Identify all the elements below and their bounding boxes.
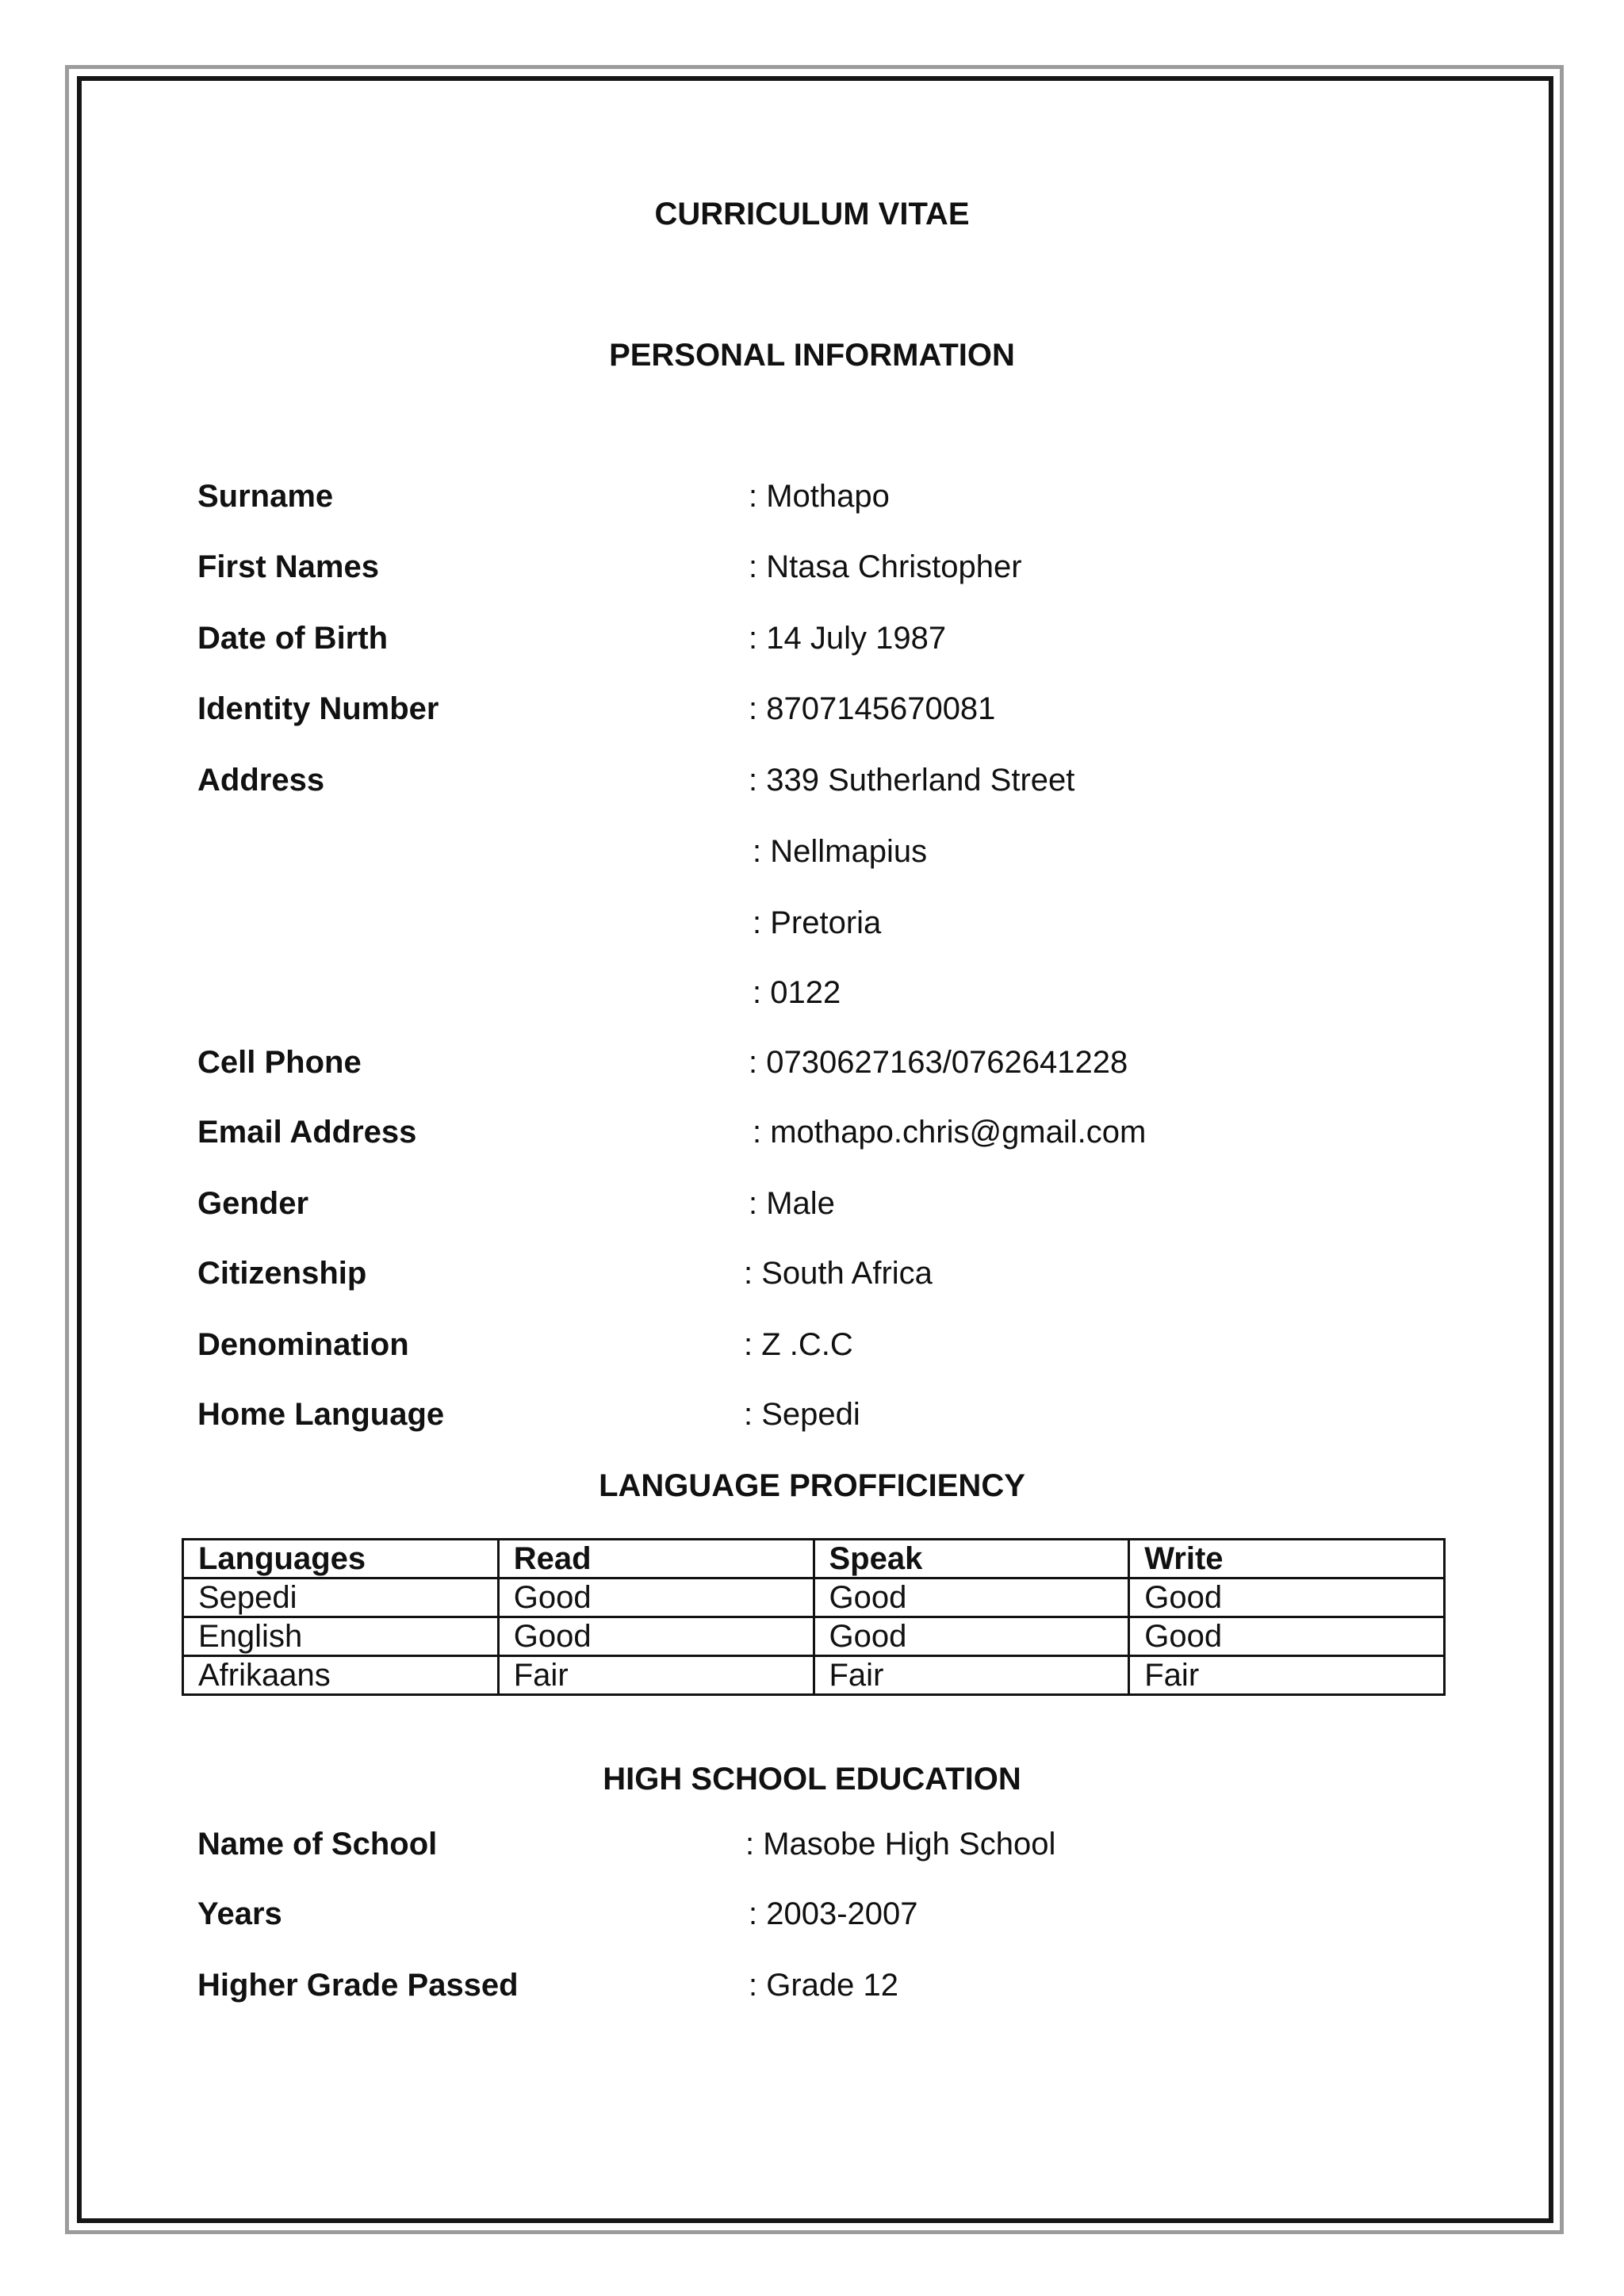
first-names-value: : Ntasa Christopher <box>749 549 1022 584</box>
citizenship-value: : South Africa <box>744 1256 933 1291</box>
cell-phone-label: Cell Phone <box>197 1045 362 1080</box>
email-label: Email Address <box>197 1115 417 1150</box>
address-line-2: : Nellmapius <box>753 834 928 869</box>
language-heading: LANGUAGE PROFFICIENCY <box>599 1468 1025 1503</box>
address-line-3: : Pretoria <box>753 905 882 940</box>
table-cell: Afrikaans <box>183 1656 499 1695</box>
table-cell: Fair <box>1129 1656 1445 1695</box>
personal-info-heading: PERSONAL INFORMATION <box>609 338 1015 373</box>
table-cell: English <box>183 1617 499 1656</box>
gender-value: : Male <box>749 1186 835 1221</box>
school-name-value: : Masobe High School <box>745 1827 1056 1862</box>
years-label: Years <box>197 1896 282 1931</box>
table-header-row <box>183 1540 1445 1578</box>
school-name-label: Name of School <box>197 1827 438 1862</box>
dob-value: : 14 July 1987 <box>749 621 947 656</box>
surname-label: Surname <box>197 479 334 514</box>
surname-value: : Mothapo <box>749 479 890 514</box>
address-line-1: : 339 Sutherland Street <box>749 763 1075 798</box>
table-cell: Fair <box>498 1656 814 1695</box>
home-language-label: Home Language <box>197 1397 445 1432</box>
address-label: Address <box>197 763 325 798</box>
table-cell: Good <box>814 1578 1129 1617</box>
table-cell: Good <box>498 1617 814 1656</box>
id-number-value: : 8707145670081 <box>749 691 996 726</box>
grade-passed-label: Higher Grade Passed <box>197 1968 519 2003</box>
first-names-label: First Names <box>197 549 379 584</box>
citizenship-label: Citizenship <box>197 1256 367 1291</box>
address-line-4: : 0122 <box>753 975 841 1010</box>
table-row <box>183 1578 1445 1617</box>
denomination-value: : Z .C.C <box>744 1327 853 1362</box>
cell-phone-value: : 0730627163/0762641228 <box>749 1045 1128 1080</box>
table-cell: Good <box>498 1578 814 1617</box>
table-row <box>183 1617 1445 1656</box>
column-header: Languages <box>183 1540 499 1578</box>
table-cell: Good <box>1129 1617 1445 1656</box>
gender-label: Gender <box>197 1186 309 1221</box>
grade-passed-value: : Grade 12 <box>749 1968 899 2003</box>
column-header: Read <box>498 1540 814 1578</box>
table-cell: Sepedi <box>183 1578 499 1617</box>
document-title: CURRICULUM VITAE <box>654 197 970 232</box>
denomination-label: Denomination <box>197 1327 409 1362</box>
table-row <box>183 1656 1445 1695</box>
email-value: : mothapo.chris@gmail.com <box>753 1115 1147 1150</box>
column-header: Write <box>1129 1540 1445 1578</box>
table-cell: Good <box>814 1617 1129 1656</box>
column-header: Speak <box>814 1540 1129 1578</box>
years-value: : 2003-2007 <box>749 1896 918 1931</box>
table-cell: Good <box>1129 1578 1445 1617</box>
home-language-value: : Sepedi <box>744 1397 860 1432</box>
language-proficiency-table <box>182 1538 1446 1696</box>
id-number-label: Identity Number <box>197 691 439 726</box>
dob-label: Date of Birth <box>197 621 388 656</box>
table-cell: Fair <box>814 1656 1129 1695</box>
school-heading: HIGH SCHOOL EDUCATION <box>603 1762 1021 1797</box>
